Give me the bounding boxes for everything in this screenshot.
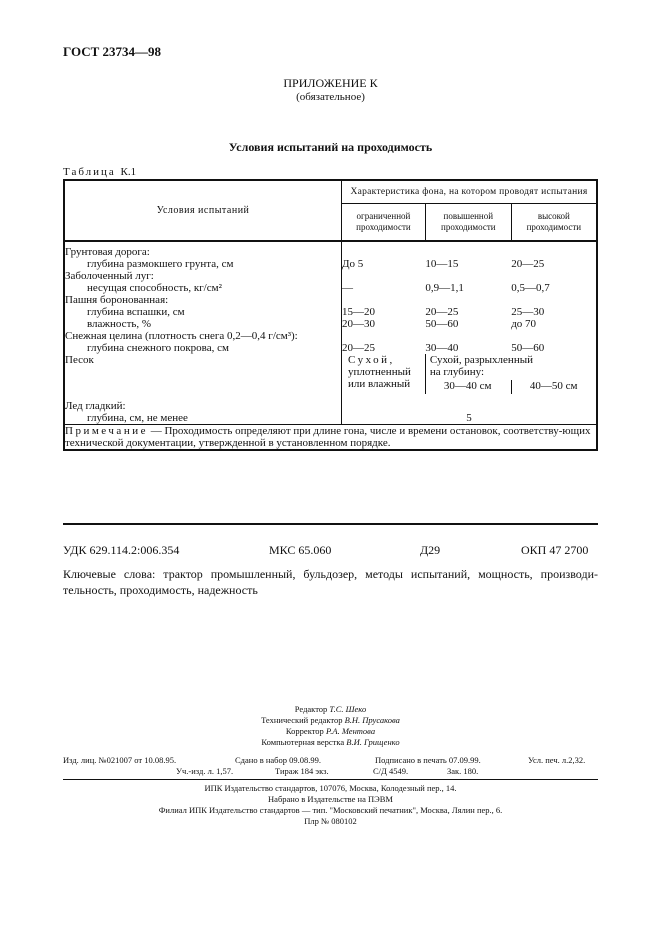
table-note-row [64, 425, 597, 451]
divider-line [63, 523, 598, 525]
row-condition [64, 354, 342, 394]
row-subtitle: глубина, см, не менее [87, 412, 188, 424]
value-high: 40—50 см [529, 380, 578, 392]
row-subtitle: влажность, % [87, 318, 152, 330]
d-code: Д29 [420, 543, 441, 557]
imprint-cd: С/Д 4549. [373, 766, 409, 776]
value-limited: — [342, 282, 353, 294]
row-subtitle: глубина вспашки, см [87, 306, 185, 318]
udk-code: УДК 629.114.2:006.354 [63, 543, 180, 557]
mks-code: МКС 65.060 [269, 543, 332, 557]
appendix-subtitle: (обязательное) [296, 91, 365, 103]
value-limited: 15—20 [342, 306, 375, 318]
keywords: Ключевые слова: трактор промышленный, бульдозер, методы испытаний, мощность, производи-тельность, проходимость, надежность [63, 567, 598, 597]
table-row [64, 394, 597, 425]
note-label: Примечание [65, 425, 148, 437]
okp-code: ОКП 47 2700 [521, 543, 589, 557]
row-title: Лед гладкий: [65, 400, 126, 412]
note-text: — Проходимость определяют при длине гона, числе и времени остановок, соответству-ющих технической документации, утвержденной в установленном порядке. [65, 425, 591, 449]
publisher-line1: ИПК Издательство стандартов, 107076, Москва, Колодезный пер., 14. [204, 783, 457, 793]
row-title: Заболоченный луг: [65, 270, 154, 282]
table-row [64, 241, 597, 270]
imprint-print-sheets: Усл. печ. л.2,32. [528, 755, 586, 765]
imprint-signed: Подписано в печать 07.09.99. [375, 755, 481, 765]
header-col-limited: ограниченной проходимости [342, 204, 426, 242]
value-increased: 50—60 [425, 318, 459, 330]
value-high: 0,5—0,7 [511, 282, 550, 294]
standard-code: ГОСТ 23734—98 [63, 44, 162, 59]
sand-limited-line2: уплотненный [348, 366, 411, 378]
publisher-line2: Набрано в Издательстве на ПЭВМ [268, 794, 393, 804]
row-condition [64, 394, 342, 425]
sand-limited-line1: Сухой, [348, 354, 395, 366]
value-high: 25—30 [511, 306, 545, 318]
table-note [64, 425, 597, 451]
row-condition [64, 241, 342, 270]
sand-loose-line1: Сухой, разрыхленный [429, 354, 533, 366]
row-condition [64, 330, 342, 354]
row-subtitle: глубина снежного покрова, см [87, 342, 229, 354]
sand-loose-line2: на глубину: [429, 366, 485, 378]
appendix-title: ПРИЛОЖЕНИЕ К [283, 76, 378, 90]
credit-editor: Редактор Т.С. Шеко [294, 704, 367, 714]
table-row [64, 294, 597, 330]
value-limited: 20—25 [342, 342, 375, 354]
header-background-group: Характеристика фона, на котором проводят испытания [342, 180, 598, 204]
row-title: Пашня боронованная: [65, 294, 169, 306]
header-conditions: Условия испытаний [64, 180, 342, 241]
table-row [64, 354, 597, 394]
table-label-word: Таблица [63, 166, 116, 178]
value-increased: 10—15 [425, 258, 459, 270]
credit-tech-editor: Технический редактор В.Н. Прусакова [261, 715, 400, 725]
value-increased: 30—40 [425, 342, 459, 354]
value-increased: 30—40 см [430, 380, 512, 394]
value-high: 50—60 [511, 342, 545, 354]
value-limited: 20—30 [342, 318, 375, 330]
value-high: 20—25 [511, 258, 545, 270]
table-row [64, 330, 597, 354]
table-label [63, 166, 136, 178]
value-increased: 0,9—1,1 [425, 282, 464, 294]
row-title: Песок [65, 354, 94, 366]
table-row [64, 270, 597, 294]
publisher-line3: Филиал ИПК Издательство стандартов — тип. "Московский печатник", Москва, Лялин пер., 6. [158, 805, 503, 815]
imprint-sent: Сдано в набор 09.08.99. [235, 755, 321, 765]
table-label-number: К.1 [120, 166, 137, 178]
value-limited: До 5 [342, 258, 364, 270]
imprint-pub-sheets: Уч.-изд. л. 1,57. [176, 766, 234, 776]
imprint-divider [63, 779, 598, 780]
row-condition [64, 270, 342, 294]
value-all: 5 [466, 412, 472, 424]
value-high: до 70 [511, 318, 537, 330]
section-title: Условия испытаний на проходимость [228, 140, 433, 154]
credit-corrector: Корректор Р.А. Ментова [285, 726, 376, 736]
conditions-table [63, 179, 598, 451]
value-increased: 20—25 [425, 306, 459, 318]
credit-layout: Компьютерная верстка В.И. Грищенко [261, 737, 400, 747]
row-title: Снежная целина (плотность снега 0,2—0,4 г/см³): [65, 330, 298, 342]
row-subtitle: глубина размокшего грунта, см [87, 258, 234, 270]
row-subtitle: несущая способность, кг/см² [87, 282, 222, 294]
table-header-row [64, 180, 597, 204]
row-title: Грунтовая дорога: [65, 246, 150, 258]
row-condition [64, 294, 342, 330]
imprint-run: Тираж 184 экз. [275, 766, 329, 776]
imprint-license: Изд. лиц. №021007 от 10.08.95. [63, 755, 177, 765]
imprint-order: Зак. 180. [447, 766, 479, 776]
publisher-line4: Плр № 080102 [304, 816, 357, 826]
header-col-increased: повышенной проходимости [425, 204, 511, 242]
sand-limited-line3: или влажный [348, 378, 411, 390]
header-col-high: высокой проходимости [511, 204, 597, 242]
